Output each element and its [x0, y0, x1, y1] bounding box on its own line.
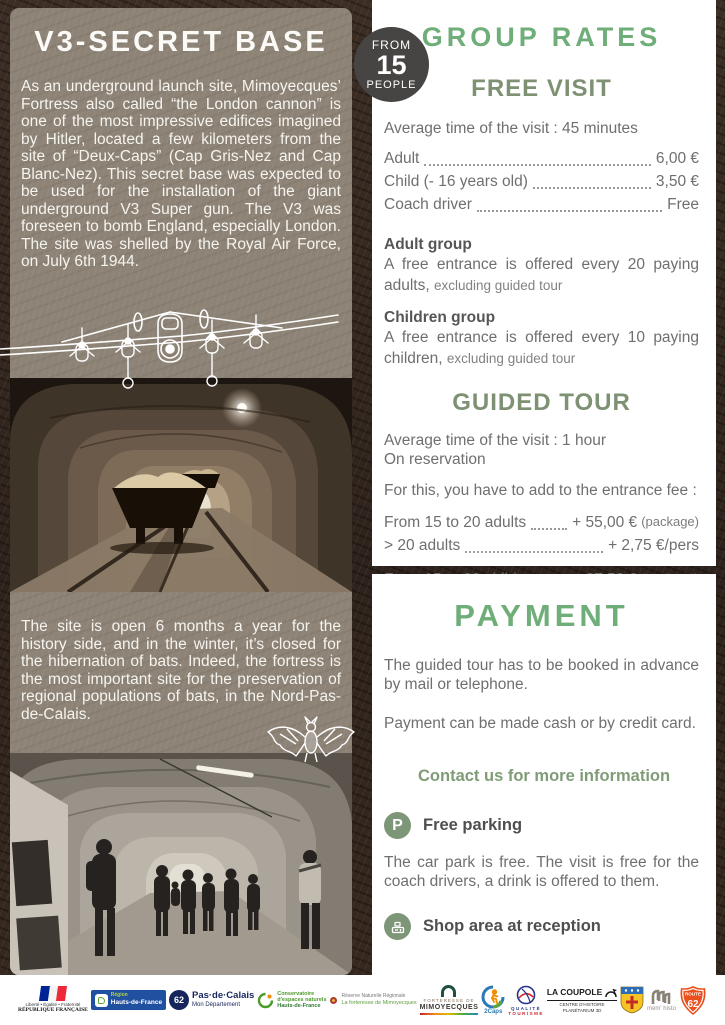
- badge-number: 15: [376, 49, 407, 80]
- price-value: 3,50 €: [655, 173, 699, 190]
- dome-icon: [605, 987, 617, 999]
- badge-from: FROM: [371, 37, 412, 52]
- contact-link[interactable]: Contact us for more information: [418, 767, 671, 785]
- children-group-main: A free entrance is offered every 10 paying children,: [384, 329, 699, 367]
- forteresse-line2: MIMOYECQUES: [419, 1003, 479, 1011]
- parking-label: Free parking: [423, 816, 523, 834]
- price-row-child: [384, 170, 699, 193]
- payment-booking-text: The guided tour has to be booked in advance by mail or telephone.: [384, 657, 699, 693]
- payment-card: [372, 574, 716, 975]
- shop-row: [384, 913, 699, 940]
- logo-conservatoire-espaces-naturels: [257, 991, 326, 1010]
- qualite-tourisme-icon: [515, 984, 537, 1006]
- price-row-coach-driver: [384, 193, 699, 216]
- fee-value: + 55,00 €: [572, 514, 638, 531]
- region-map-icon: [95, 994, 108, 1007]
- dotted-leader: [531, 528, 567, 530]
- adult-group-title: Adult group: [384, 236, 472, 253]
- logo-route-62: [679, 985, 707, 1016]
- fee-row-adults-package: [384, 510, 699, 534]
- logo-pas-de-calais: [169, 990, 254, 1010]
- price-label: Child (- 16 years old): [384, 173, 528, 190]
- bats-paragraph: The site is open 6 months a year for the history side, and in the winter, it’s closed for the hibernation of bats. Indeed, the fortress is the most important site for the preservation of regional populations of bats, in the Nord-Pas-de-Calais.: [21, 618, 341, 723]
- logo-reserve-naturelle: [329, 994, 416, 1006]
- cen-line3: Hauts-de-France: [277, 1003, 321, 1010]
- group-rates-card: [372, 0, 716, 566]
- dotted-leader: [477, 210, 662, 212]
- rf-name: RÉPUBLIQUE FRANÇAISE: [18, 1007, 88, 1014]
- fee-label: From 15 to 20 adults: [384, 514, 527, 531]
- logo-terre-des-2caps: [481, 985, 505, 1016]
- qt-line2: TOURISME: [508, 1011, 544, 1016]
- payment-methods-text: Payment can be made cash or by credit card.: [384, 715, 696, 732]
- shop-label: Shop area at reception: [423, 917, 601, 935]
- parking-row: [384, 812, 699, 839]
- guided-tour-intro: For this, you have to add to the entrance fee :: [384, 482, 697, 499]
- price-value: 6,00 €: [655, 150, 699, 167]
- region-name: Hauts-de-France: [110, 999, 163, 1007]
- tunnel-visitors-photo: [10, 753, 352, 975]
- logo-la-coupole: [547, 987, 617, 1012]
- guided-tour-heading: GUIDED TOUR: [452, 389, 631, 416]
- badge-people: PEOPLE: [366, 78, 417, 91]
- logo-republique-francaise: [18, 986, 88, 1013]
- coupole-line3: PLANÉTARIUM 3D: [562, 1007, 602, 1013]
- logo-coat-of-arms: [620, 986, 644, 1014]
- left-info-panel: [10, 8, 352, 975]
- cen-line1: Conservatoire: [277, 990, 315, 997]
- route-62-shield-icon: [679, 985, 707, 1016]
- forteresse-line1: FORTERESSE DE: [423, 998, 475, 1004]
- fee-value: + 2,75 €/pers: [608, 537, 699, 554]
- mem-histo-icon: [651, 988, 673, 1005]
- coat-of-arms-icon: [620, 986, 644, 1014]
- group-rates-title: GROUP RATES: [421, 22, 662, 52]
- group-size-badge: [354, 27, 429, 102]
- adult-group-main: A free entrance is offered every 20 paying adults,: [384, 256, 699, 294]
- 2caps-runner-icon: [481, 985, 505, 1009]
- partner-logos-strip: [0, 975, 725, 1025]
- adult-group-text: [384, 254, 699, 296]
- parking-text: The car park is free. The visit is free for the coach drivers, a drink is offered to them.: [384, 854, 699, 890]
- children-group-note: excluding guided tour: [446, 351, 576, 366]
- tunnel-carts-photo: [10, 378, 352, 592]
- reserve-flower-icon: [329, 996, 338, 1005]
- pdc-name: Pas·de·Calais: [191, 990, 255, 1002]
- logo-qualite-tourisme: [508, 984, 544, 1016]
- children-group-title: Children group: [384, 309, 496, 326]
- cen-line2: d'espaces naturels: [277, 996, 327, 1003]
- mem-histo-name: mem' histo: [647, 1005, 676, 1012]
- fee-note: (package): [641, 514, 699, 529]
- children-group-text: [384, 327, 699, 369]
- history-paragraph: As an underground launch site, Mimoyecques’ Fortress also called “the London cannon” is one of the most impressive edifices imagined by Hitler, located a few kilometers from the site of “Deux-Caps” (Cap Gris-Nez and Cap Blanc-Nez). This secret base was expected to be used for the installation of the giant underground V3 Super gun. The V3 was foreseen to bomb England, especially London. The site was shelled by the Royal Air Force, on July 6th 1944.: [21, 78, 341, 270]
- parking-icon: P: [384, 812, 411, 839]
- price-label: Adult: [384, 150, 420, 167]
- rf-motto: Liberté • Égalité • Fraternité: [25, 1002, 81, 1008]
- dotted-leader: [424, 164, 651, 166]
- tunnel-arch-icon: [441, 985, 456, 997]
- price-row-adult: [384, 147, 699, 170]
- fee-label: > 20 adults: [384, 537, 461, 554]
- pdc-sub: Mon Département: [191, 1002, 241, 1009]
- region-word: Région: [110, 992, 128, 999]
- divider: [547, 1000, 617, 1001]
- price-label: Coach driver: [384, 196, 472, 213]
- price-list: [384, 147, 699, 216]
- reserve-line2: La forteresse de Mimoyecques: [341, 999, 417, 1006]
- qt-line1: QUALITÉ: [510, 1005, 542, 1011]
- 2caps-name: 2Caps: [484, 1008, 503, 1015]
- free-visit-heading: FREE VISIT: [471, 75, 612, 102]
- shop-register-icon: [384, 913, 411, 940]
- bat-icon: [265, 712, 357, 776]
- guided-tour-duration: Average time of the visit : 1 hour: [384, 432, 606, 449]
- guided-tour-reservation: On reservation: [384, 451, 486, 468]
- coupole-line2: CENTRE D'HISTOIRE: [559, 1002, 605, 1008]
- departement-62-icon: 62: [169, 990, 189, 1010]
- adult-group-note: excluding guided tour: [433, 278, 563, 293]
- coupole-name: LA COUPOLE: [546, 987, 603, 998]
- reserve-line1: Réserve Naturelle Régionale: [341, 992, 406, 999]
- dotted-leader: [465, 551, 603, 553]
- svg-text:62: 62: [687, 998, 699, 1010]
- payment-title: PAYMENT: [454, 598, 629, 633]
- free-visit-intro: Average time of the visit : 45 minutes: [384, 120, 638, 137]
- svg-text:ROUTE: ROUTE: [684, 991, 701, 996]
- fee-row-adults-per-person: [384, 534, 699, 557]
- bomber-plane-icon: [0, 292, 340, 392]
- logo-mem-histo: [647, 988, 676, 1013]
- logo-region-hauts-de-france: [91, 990, 166, 1009]
- cen-swirl-icon: [257, 992, 274, 1009]
- page-title: V3-SECRET BASE: [34, 26, 328, 58]
- price-value: Free: [667, 196, 699, 213]
- forteresse-color-bar: [420, 1013, 479, 1015]
- dotted-leader: [533, 187, 651, 189]
- adult-fees: [384, 510, 699, 557]
- logo-forteresse-mimoyecques: [420, 985, 479, 1014]
- french-flag-icon: [39, 986, 67, 1001]
